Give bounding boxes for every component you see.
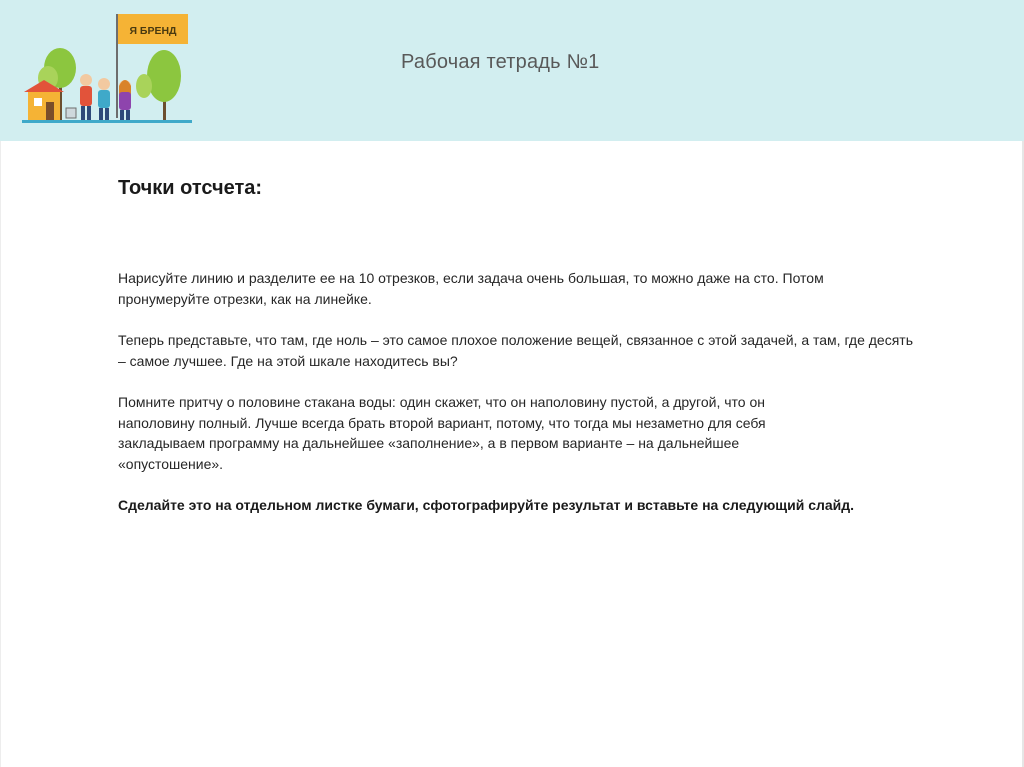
brand-flag-text: Я БРЕНД [129, 25, 177, 37]
tree-right-icon [147, 50, 181, 102]
paragraph-task: Сделайте это на отдельном листке бумаги, сфотографируйте результат и вставьте на следующий слайд. [118, 497, 855, 513]
ground-line [22, 120, 192, 123]
header-banner [0, 0, 1024, 141]
paragraph-imagine: Теперь представьте, что там, где ноль – это самое плохое положение вещей, связанное с этой задачей, а там, где десять – самое лучшее. Где на этой шкале находитесь вы? [118, 332, 914, 369]
flag-pole [116, 14, 118, 118]
box-icon [66, 108, 76, 118]
slide-content [118, 175, 918, 513]
paragraph-parable: Помните притчу о половине стакана воды: один скажет, что он наполовину пустой, а другой, что он наполовину полный. Лучше всегда брать второй вариант, потому, что тогда мы незаметно для себя закладываем программу на дальнейшее «заполнение», а в первом варианте – на дальнейшее «опустошение». [118, 394, 766, 472]
person-2-icon [98, 78, 110, 90]
paragraph-instructions: Нарисуйте линию и разделите ее на 10 отрезков, если задача очень большая, то можно даже на сто. Потом пронумеруйте отрезки, как на линейке. [118, 270, 824, 307]
slide-left-border [0, 141, 1, 767]
brand-logo [22, 10, 192, 126]
house-icon [28, 92, 60, 120]
workbook-title: Рабочая тетрадь №1 [401, 51, 600, 73]
person-1-icon [80, 74, 92, 86]
section-heading: Точки отсчета: [118, 177, 263, 199]
